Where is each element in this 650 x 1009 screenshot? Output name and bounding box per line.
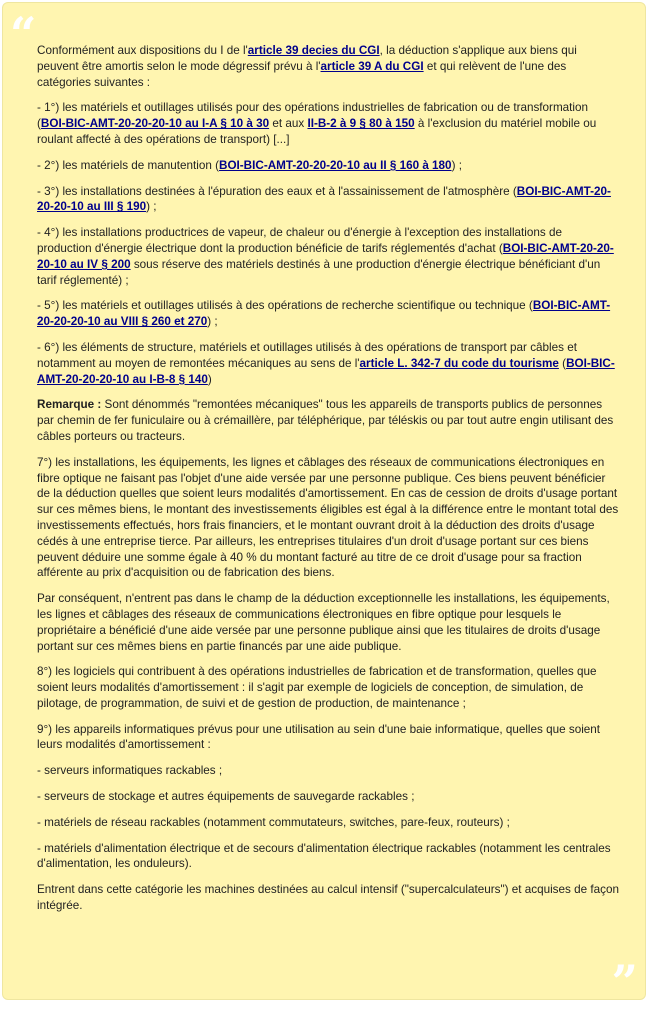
remark-label: Remarque : <box>37 398 102 412</box>
link-boi-ii-b[interactable]: II-B-2 à 9 § 80 à 150 <box>307 117 415 131</box>
item-2-paragraph: - 2°) les matériels de manutention (BOI-BIC-AMT-20-20-20-10 au II § 160 à 180) ; <box>37 158 462 172</box>
list-item: - matériels de réseau rackables (notamment commutateurs, switches, pare-feux, routeurs) ; <box>37 815 510 829</box>
link-boi-viii[interactable]: BOI-BIC-AMT-20-20-20-10 au VIII § 260 et 270 <box>37 299 611 329</box>
list-item: - serveurs de stockage et autres équipements de sauvegarde rackables ; <box>37 790 415 804</box>
item-4-paragraph: - 4°) les installations productrices de vapeur, de chaleur ou d'énergie à l'exception des installations de production d'énergie électrique dont la production bénéficie de tarifs réglementés d'achat (BOI-BIC-AMT-20-20-20-10 au IV § 200 sous réserve des matériels destinés à une production d'énergie électrique bénéficiant d'un tarif réglementé) ; <box>37 226 614 287</box>
item-3-paragraph: - 3°) les installations destinées à l'épuration des eaux et à l'assainissement de l'atmosphère (BOI-BIC-AMT-20-20-20-10 au III § 190) ; <box>37 184 611 214</box>
supercalculateurs-paragraph: Entrent dans cette catégorie les machines destinées au calcul intensif ("supercalculateurs") et acquises de façon intégrée. <box>37 883 619 913</box>
link-boi-iii[interactable]: BOI-BIC-AMT-20-20-20-10 au III § 190 <box>37 184 611 214</box>
list-item: - serveurs informatiques rackables ; <box>37 764 223 778</box>
item-5-paragraph: - 5°) les matériels et outillages utilisés à des opérations de recherche scientifique ou technique (BOI-BIC-AMT-20-20-20-10 au VIII § 260 et 270) ; <box>37 299 611 329</box>
close-quote-icon: ” <box>611 955 638 1009</box>
remark-paragraph: Remarque : Sont dénommés "remontées mécaniques" tous les appareils de transports publics de personnes par chemin de fer funiculaire ou à crémaillère, par téléphérique, par téléskis ou par tout autre engin utilisant des câbles porteurs ou tracteurs. <box>37 398 614 443</box>
link-article-39-decies[interactable]: article 39 decies du CGI <box>247 44 380 57</box>
open-quote-icon: “ <box>10 7 37 61</box>
link-boi-i-b-8[interactable]: BOI-BIC-AMT-20-20-20-10 au I-B-8 § 140 <box>37 356 615 386</box>
quote-box <box>2 2 646 1009</box>
link-code-du-tourisme[interactable]: article L. 342-7 du code du tourisme <box>359 356 559 370</box>
link-boi-i-a[interactable]: BOI-BIC-AMT-20-20-20-10 au I-A § 10 à 30 <box>40 117 270 131</box>
list-item: - matériels d'alimentation électrique et de secours d'alimentation électrique rackables (notamment les centrales d'alimentation, les onduleurs). <box>37 841 611 871</box>
link-article-39-a[interactable]: article 39 A du CGI <box>320 59 424 73</box>
item-9-paragraph: 9°) les appareils informatiques prévus pour une utilisation au sein d'une baie informatique, quelles que soient leurs modalités d'amortissement : <box>37 722 601 752</box>
consequence-paragraph: Par conséquent, n'entrent pas dans le champ de la déduction exceptionnelle les installations, les équipements, les lignes et câblages des réseaux de communications électroniques en fibre optique pour lesquels le propriétaire a bénéficié d'une aide versée par une personne publique ainsi que les titulaires de droits d'usage portant sur ces mêmes biens en partie financés par une aide publique. <box>37 592 610 653</box>
intro-paragraph: Conformément aux dispositions du I de l'article 39 decies du CGI, la déduction s'applique aux biens qui peuvent être amortis selon le mode dégressif prévu à l'article 39 A du CGI et qui relèvent de l'une des catégories suivantes : <box>37 44 577 89</box>
link-boi-iv[interactable]: BOI-BIC-AMT-20-20-20-10 au IV § 200 <box>37 241 614 271</box>
link-boi-ii[interactable]: BOI-BIC-AMT-20-20-20-10 au II § 160 à 180 <box>219 158 452 172</box>
quote-content <box>37 43 619 924</box>
item-1-paragraph: - 1°) les matériels et outillages utilisés pour des opérations industrielles de fabrication ou de transformation (BOI-BIC-AMT-20-20-20-10 au I-A § 10 à 30 et aux II-B-2 à 9 § 80 à 150 à l'exclusion du matériel mobile ou roulant affecté à des opérations de transport) [...] <box>37 101 597 146</box>
item-8-paragraph: 8°) les logiciels qui contribuent à des opérations industrielles de fabrication et de transformation, quelles que soient leurs modalités d'amortissement : il s'agit par exemple de logiciels de conception, de simulation, de pilotage, de programmation, de suivi et de gestion de production, de maintenance ; <box>37 665 597 710</box>
item-7-paragraph: 7°) les installations, les équipements, les lignes et câblages des réseaux de communications électroniques en fibre optique ne faisant pas l'objet d'une aide versée par une personne publique. Ces biens peuvent bénéficier de la déduction quelles que soient leurs modalités d'amortissement. En cas de cession de droits d'usage portant sur ces mêmes biens, le montant des investissements éligibles est égal à la différence entre le montant total des investissements effectués, hors frais financiers, et le montant ouvrant droit à la déduction des droits d'usage cédés à une entreprise tierce. Par ailleurs, les entreprises titulaires d'un droit d'usage portant sur ces biens peuvent déduire une somme égale à 40 % du montant facturé au titre de ce droit d'usage pour sa fraction afférente au prix d'acquisition ou de fabrication des biens. <box>37 455 619 580</box>
item-6-paragraph: - 6°) les éléments de structure, matériels et outillages utilisés à des opérations de transport par câbles et notamment au moyen de remontées mécaniques au sens de l'article L. 342-7 du code du tourisme (BOI-BIC-AMT-20-20-20-10 au I-B-8 § 140) <box>37 340 615 386</box>
